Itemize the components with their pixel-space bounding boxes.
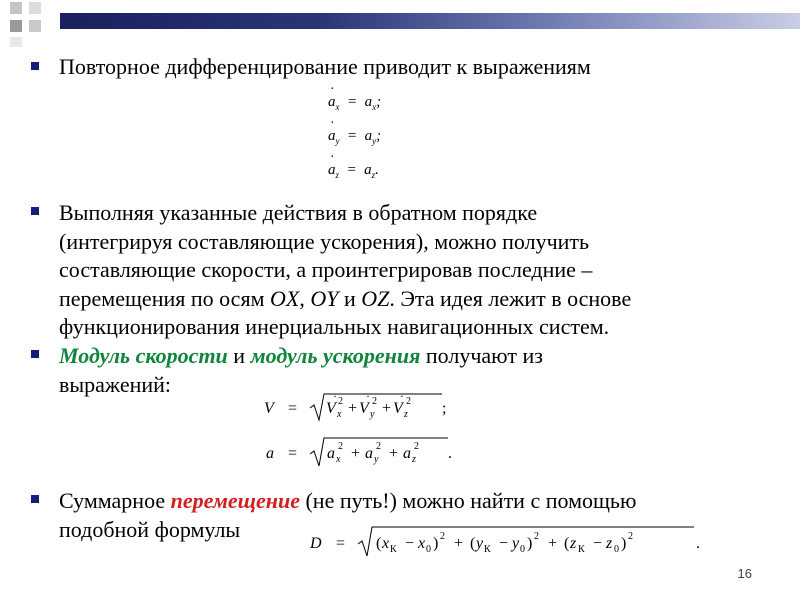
svg-text:.: . [448,445,452,462]
svg-text:y: y [374,454,379,465]
svg-text:К: К [390,544,397,555]
svg-text:(: ( [470,535,476,552]
decorative-squares [0,0,60,48]
decor-square [10,37,22,47]
equation-speed-modulus [258,388,458,428]
svg-text:+: + [454,535,464,552]
title-bar-decoration [0,0,800,48]
svg-text:0: 0 [614,544,619,555]
paragraph-2-line: (интегрируя составляющие ускорения), можно получить [59,228,590,254]
svg-text:V: V [264,400,274,417]
equation-displacement [304,522,714,562]
svg-text:2: 2 [628,531,633,542]
svg-text:x: x [336,454,341,465]
svg-text:a: a [403,445,411,462]
svg-text:x: x [337,409,342,420]
svg-text:V: V [393,400,403,417]
text-run: и [338,285,362,311]
svg-text:V: V [326,400,336,417]
svg-text:=: = [336,535,346,552]
svg-text:z: z [570,535,577,552]
svg-text:2: 2 [338,396,343,407]
svg-text:2: 2 [338,441,343,452]
svg-text:): ) [621,535,627,552]
bullet-icon [31,495,39,503]
axis-oz: OZ [361,285,390,311]
gradient-band [60,13,800,29]
svg-text:a: a [365,445,373,462]
equation-acceleration-modulus [258,432,468,472]
svg-text:2: 2 [440,531,445,542]
bullet-icon [31,207,39,215]
svg-text:·: · [366,389,370,403]
svg-text:y: y [512,535,520,552]
svg-text:2: 2 [414,441,419,452]
highlight-acceleration-modulus: модуль ускорения [250,343,421,368]
svg-text:z: z [606,535,613,552]
bullet-icon [31,350,39,358]
svg-text:−: − [593,535,603,552]
highlight-speed-modulus: Модуль скорости [59,343,228,368]
highlight-displacement: перемещение [170,488,300,513]
svg-text:+: + [348,400,358,417]
paragraph-3-line: выражений: [59,371,172,397]
svg-text:2: 2 [376,441,381,452]
svg-text:+: + [382,400,392,417]
svg-text:+: + [351,445,361,462]
svg-text:=: = [288,400,298,417]
svg-text:К: К [578,544,585,555]
paragraph-2-line: Выполняя указанные действия в обратном порядке [59,200,538,225]
svg-text:D: D [310,535,322,552]
paragraph-2-line [59,285,631,314]
svg-text:К: К [484,544,491,555]
svg-text:a: a [327,445,335,462]
svg-text:;: ; [442,400,447,417]
svg-text:=: = [288,445,298,462]
svg-text:·: · [333,389,337,403]
svg-text:2: 2 [406,396,411,407]
axis-ox: OX [270,285,300,311]
svg-text:): ) [527,535,533,552]
svg-text:.: . [696,535,700,552]
text-run: Суммарное [59,488,171,513]
text-run: получают из [420,343,543,368]
text-run: и [227,343,251,368]
svg-text:z: z [404,409,408,420]
svg-text:2: 2 [534,531,539,542]
svg-text:+: + [389,445,399,462]
axis-oy: OY [310,285,339,311]
svg-text:+: + [548,535,558,552]
svg-text:x: x [418,535,426,552]
svg-text:2: 2 [372,396,377,407]
decor-square [10,2,22,14]
svg-text:0: 0 [426,544,431,555]
svg-text:y: y [370,409,375,420]
equation-ay: · $a_y = a_y$; [328,128,381,146]
text-run: (не путь!) можно найти с помощью [299,488,637,513]
equation-az: · $a_z = a_z$. [328,162,379,180]
equation-ax: · $a_x = a_x$; [328,94,381,112]
decor-square [10,20,22,32]
svg-text:V: V [359,400,369,417]
paragraph-2-line: функционирования инерциальных навигационных систем. [59,314,610,339]
decor-square [29,2,41,14]
svg-text:x: x [382,535,390,552]
svg-text:·: · [400,389,404,403]
page-number: 16 [737,566,752,581]
paragraph-2 [59,199,631,342]
paragraph-4-line [59,487,636,516]
paragraph-3-line [59,342,543,371]
svg-text:(: ( [564,535,570,552]
svg-text:z: z [412,454,416,465]
svg-text:(: ( [376,535,382,552]
text-run: . Эта идея лежит в основе [389,285,632,311]
svg-text:0: 0 [520,544,525,555]
paragraph-1: Повторное дифференцирование приводит к выражениям [59,54,591,79]
svg-text:): ) [433,535,439,552]
decor-square [29,20,41,32]
paragraph-4-line: подобной формулы [59,516,241,542]
text-run: , [299,285,311,311]
bullet-icon [31,62,39,70]
svg-text:−: − [405,535,415,552]
svg-text:y: y [476,535,484,552]
svg-text:a: a [266,445,274,462]
svg-text:−: − [499,535,509,552]
paragraph-2-line: составляющие скорости, а проинтегрировав последние – [59,257,593,282]
text-run: перемещения по осям [59,285,270,311]
